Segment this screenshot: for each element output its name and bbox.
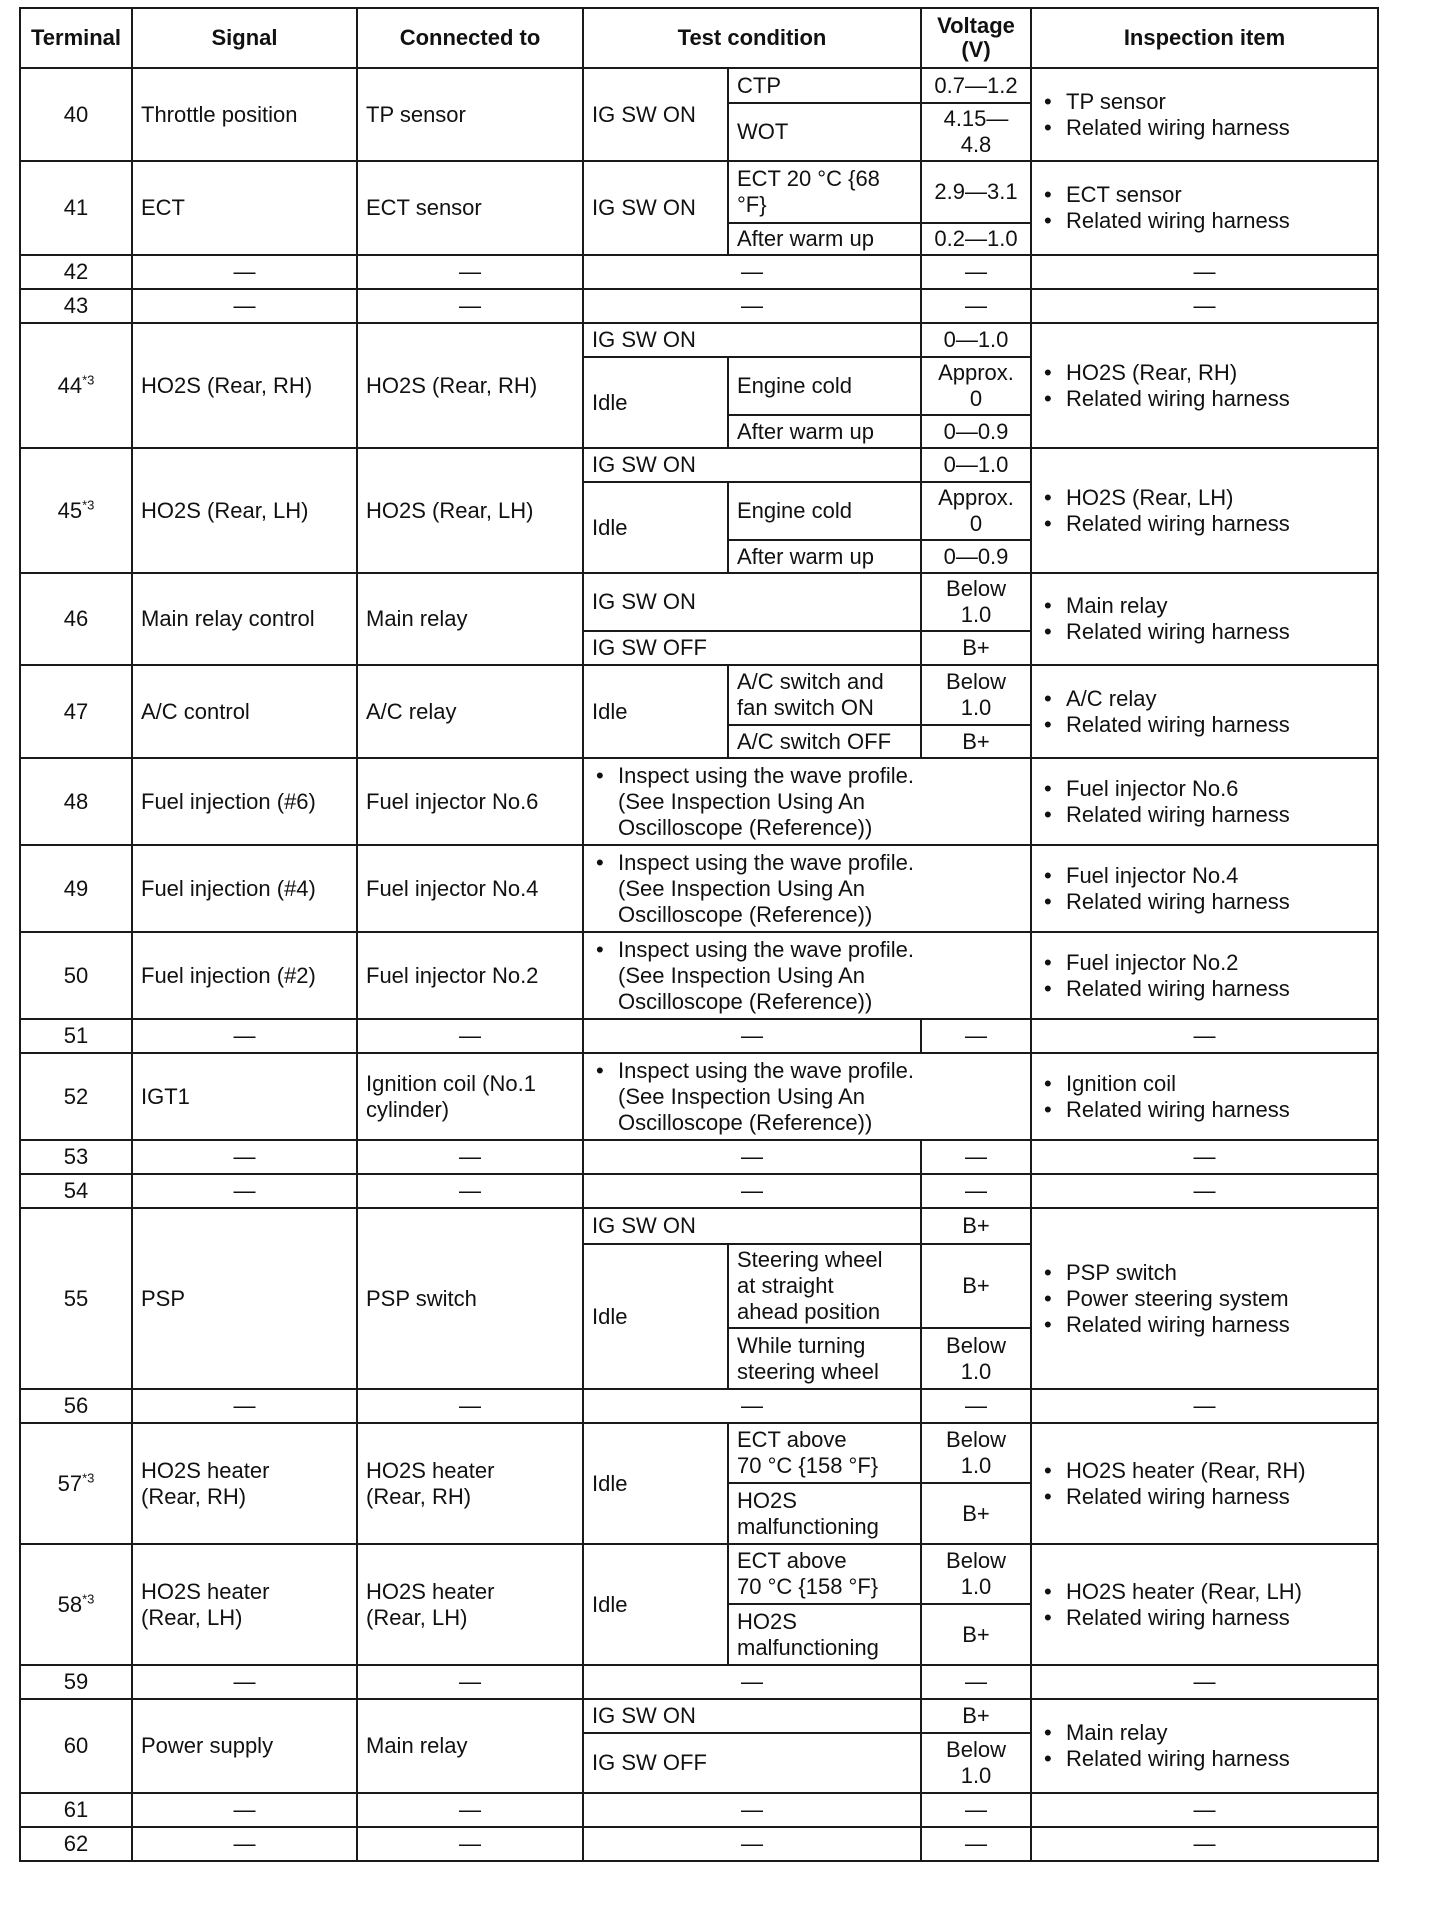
empty-cell: — — [357, 1793, 583, 1827]
wave-profile-note: • Inspect using the wave profile. (See Inspection Using An Oscilloscope (Reference)) — [618, 763, 1022, 841]
inspection-item: • Related wiring harness — [1066, 712, 1369, 738]
voltage-cell: 0—0.9 — [921, 540, 1031, 573]
table-row — [20, 1174, 1378, 1208]
inspection-item: • Related wiring harness — [1066, 1484, 1369, 1510]
terminal-cell: 49 — [20, 845, 132, 932]
signal-cell: A/C control — [132, 665, 357, 758]
inspection-cell — [1031, 68, 1378, 161]
voltage-cell: Approx. 0 — [921, 482, 1031, 540]
condition-cell: IG SW ON — [583, 323, 921, 357]
voltage-cell: B+ — [921, 725, 1031, 758]
signal-cell: ECT — [132, 161, 357, 255]
signal-cell: Fuel injection (#6) — [132, 758, 357, 845]
condition-cell: IG SW OFF — [583, 631, 921, 665]
connected-cell: Fuel injector No.2 — [357, 932, 583, 1019]
inspection-cell — [1031, 1699, 1378, 1793]
terminal-cell: 45$^{*3}$ — [20, 448, 132, 573]
inspection-cell — [1031, 161, 1378, 255]
inspection-item: • Related wiring harness — [1066, 976, 1369, 1002]
inspection-item: • Related wiring harness — [1066, 802, 1369, 828]
subcondition-cell: ECT 20 °C {68 °F} — [728, 161, 921, 223]
empty-cell: — — [1031, 289, 1378, 323]
empty-cell: — — [1031, 1827, 1378, 1861]
wave-profile-note: • Inspect using the wave profile. (See Inspection Using An Oscilloscope (Reference)) — [618, 1058, 1022, 1136]
condition-cell: IG SW OFF — [583, 1733, 921, 1793]
table-row — [20, 323, 1378, 357]
condition-cell — [583, 845, 1031, 932]
terminal-cell: 62 — [20, 1827, 132, 1861]
terminal-cell: 52 — [20, 1053, 132, 1140]
empty-cell: — — [357, 1019, 583, 1053]
table-row — [20, 1423, 1378, 1483]
inspection-item: • Main relay — [1066, 1720, 1369, 1746]
terminal-cell: 40 — [20, 68, 132, 161]
empty-cell: — — [357, 1140, 583, 1174]
condition-cell: Idle — [583, 1423, 728, 1544]
condition-cell: Idle — [583, 665, 728, 758]
empty-cell: — — [357, 1389, 583, 1423]
empty-cell: — — [132, 1793, 357, 1827]
empty-cell: — — [1031, 1174, 1378, 1208]
terminal-cell: 50 — [20, 932, 132, 1019]
voltage-cell: 2.9—3.1 — [921, 161, 1031, 223]
signal-cell: Power supply — [132, 1699, 357, 1793]
connected-cell: PSP switch — [357, 1208, 583, 1389]
condition-cell: IG SW ON — [583, 448, 921, 482]
terminal-cell: 58$^{*3}$ — [20, 1544, 132, 1665]
empty-cell: — — [1031, 1793, 1378, 1827]
voltage-cell: 0.7—1.2 — [921, 68, 1031, 103]
empty-cell: — — [583, 289, 921, 323]
voltage-cell: B+ — [921, 1244, 1031, 1328]
subcondition-cell: Engine cold — [728, 482, 921, 540]
header-test-condition: Test condition — [583, 8, 921, 68]
signal-cell: IGT1 — [132, 1053, 357, 1140]
empty-cell: — — [132, 1665, 357, 1699]
connected-cell: HO2S heater (Rear, LH) — [357, 1544, 583, 1665]
subcondition-cell: Steering wheel at straight ahead position — [728, 1244, 921, 1328]
condition-cell: Idle — [583, 1544, 728, 1665]
table-row — [20, 932, 1378, 1019]
voltage-cell: 4.15— 4.8 — [921, 103, 1031, 161]
inspection-item: • Related wiring harness — [1066, 1097, 1369, 1123]
condition-cell: Idle — [583, 357, 728, 448]
terminal-cell: 44$^{*3}$ — [20, 323, 132, 448]
condition-cell: IG SW ON — [583, 573, 921, 631]
voltage-cell: 0—0.9 — [921, 415, 1031, 448]
table-row — [20, 1140, 1378, 1174]
voltage-cell: Below 1.0 — [921, 665, 1031, 725]
signal-cell: HO2S heater (Rear, RH) — [132, 1423, 357, 1544]
inspection-item: • Fuel injector No.2 — [1066, 950, 1369, 976]
inspection-item: • Related wiring harness — [1066, 208, 1369, 234]
empty-cell: — — [921, 1389, 1031, 1423]
inspection-item: • HO2S heater (Rear, LH) — [1066, 1579, 1369, 1605]
inspection-item: • Related wiring harness — [1066, 115, 1369, 141]
voltage-cell: B+ — [921, 1699, 1031, 1733]
inspection-item: • TP sensor — [1066, 89, 1369, 115]
header-terminal: Terminal — [20, 8, 132, 68]
empty-cell: — — [583, 1793, 921, 1827]
condition-cell — [583, 1053, 1031, 1140]
empty-cell: — — [583, 1174, 921, 1208]
table-row — [20, 1208, 1378, 1244]
connected-cell: TP sensor — [357, 68, 583, 161]
condition-cell: IG SW ON — [583, 1699, 921, 1733]
connected-cell: Fuel injector No.6 — [357, 758, 583, 845]
inspection-item: • Related wiring harness — [1066, 1605, 1369, 1631]
signal-cell: Fuel injection (#2) — [132, 932, 357, 1019]
signal-cell: HO2S (Rear, RH) — [132, 323, 357, 448]
empty-cell: — — [1031, 1140, 1378, 1174]
empty-cell: — — [921, 1793, 1031, 1827]
inspection-cell — [1031, 932, 1378, 1019]
inspection-item: • Related wiring harness — [1066, 619, 1369, 645]
empty-cell: — — [921, 1665, 1031, 1699]
condition-cell: Idle — [583, 1244, 728, 1389]
condition-cell — [583, 932, 1031, 1019]
inspection-cell — [1031, 845, 1378, 932]
table-row — [20, 1053, 1378, 1140]
connected-cell: Main relay — [357, 1699, 583, 1793]
inspection-item: • Power steering system — [1066, 1286, 1369, 1312]
table-row — [20, 1827, 1378, 1861]
header-voltage: Voltage (V) — [921, 8, 1031, 68]
table-row — [20, 845, 1378, 932]
condition-cell: Idle — [583, 482, 728, 573]
inspection-cell — [1031, 448, 1378, 573]
connected-cell: ECT sensor — [357, 161, 583, 255]
connected-cell: Ignition coil (No.1 cylinder) — [357, 1053, 583, 1140]
terminal-cell: 60 — [20, 1699, 132, 1793]
condition-cell: IG SW ON — [583, 1208, 921, 1244]
inspection-item: • HO2S heater (Rear, RH) — [1066, 1458, 1369, 1484]
condition-cell: IG SW ON — [583, 161, 728, 255]
header-row — [20, 8, 1378, 68]
table-row — [20, 1793, 1378, 1827]
inspection-item: • Related wiring harness — [1066, 511, 1369, 537]
terminal-cell: 55 — [20, 1208, 132, 1389]
inspection-cell — [1031, 573, 1378, 665]
signal-cell: Fuel injection (#4) — [132, 845, 357, 932]
subcondition-cell: After warm up — [728, 223, 921, 255]
inspection-cell — [1031, 665, 1378, 758]
empty-cell: — — [583, 1827, 921, 1861]
voltage-cell: 0.2—1.0 — [921, 223, 1031, 255]
connected-cell: HO2S (Rear, RH) — [357, 323, 583, 448]
empty-cell: — — [921, 1019, 1031, 1053]
empty-cell: — — [132, 289, 357, 323]
inspection-item: • Related wiring harness — [1066, 386, 1369, 412]
inspection-cell — [1031, 1423, 1378, 1544]
empty-cell: — — [921, 1174, 1031, 1208]
inspection-cell — [1031, 758, 1378, 845]
inspection-item: • Related wiring harness — [1066, 1746, 1369, 1772]
terminal-cell: 51 — [20, 1019, 132, 1053]
empty-cell: — — [583, 1389, 921, 1423]
inspection-item: • Main relay — [1066, 593, 1369, 619]
table-row — [20, 1019, 1378, 1053]
voltage-cell: Approx. 0 — [921, 357, 1031, 415]
connected-cell: A/C relay — [357, 665, 583, 758]
inspection-item: • Related wiring harness — [1066, 1312, 1369, 1338]
inspection-item: • Ignition coil — [1066, 1071, 1369, 1097]
table-row — [20, 665, 1378, 725]
subcondition-cell: CTP — [728, 68, 921, 103]
empty-cell: — — [921, 255, 1031, 289]
empty-cell: — — [1031, 255, 1378, 289]
signal-cell: Throttle position — [132, 68, 357, 161]
inspection-item: • HO2S (Rear, LH) — [1066, 485, 1369, 511]
empty-cell: — — [357, 1827, 583, 1861]
inspection-item: • A/C relay — [1066, 686, 1369, 712]
empty-cell: — — [132, 255, 357, 289]
terminal-cell: 46 — [20, 573, 132, 665]
terminal-cell: 53 — [20, 1140, 132, 1174]
header-inspection-item: Inspection item — [1031, 8, 1378, 68]
empty-cell: — — [1031, 1019, 1378, 1053]
signal-cell: HO2S (Rear, LH) — [132, 448, 357, 573]
empty-cell: — — [132, 1389, 357, 1423]
table-row — [20, 289, 1378, 323]
inspection-item: • Fuel injector No.4 — [1066, 863, 1369, 889]
inspection-item: • Related wiring harness — [1066, 889, 1369, 915]
inspection-item: • HO2S (Rear, RH) — [1066, 360, 1369, 386]
empty-cell: — — [132, 1174, 357, 1208]
connected-cell: HO2S heater (Rear, RH) — [357, 1423, 583, 1544]
subcondition-cell: A/C switch and fan switch ON — [728, 665, 921, 725]
subcondition-cell: After warm up — [728, 415, 921, 448]
wave-profile-note: • Inspect using the wave profile. (See Inspection Using An Oscilloscope (Reference)) — [618, 937, 1022, 1015]
inspection-cell — [1031, 323, 1378, 448]
table-row — [20, 758, 1378, 845]
voltage-cell: 0—1.0 — [921, 448, 1031, 482]
inspection-cell — [1031, 1053, 1378, 1140]
subcondition-cell: HO2S malfunctioning — [728, 1604, 921, 1665]
table-row — [20, 1699, 1378, 1733]
subcondition-cell: While turning steering wheel — [728, 1328, 921, 1389]
empty-cell: — — [1031, 1389, 1378, 1423]
empty-cell: — — [357, 1665, 583, 1699]
inspection-item: • Fuel injector No.6 — [1066, 776, 1369, 802]
voltage-cell: B+ — [921, 1604, 1031, 1665]
empty-cell: — — [583, 1019, 921, 1053]
voltage-cell: B+ — [921, 631, 1031, 665]
terminal-cell: 56 — [20, 1389, 132, 1423]
terminal-cell: 42 — [20, 255, 132, 289]
terminal-cell: 48 — [20, 758, 132, 845]
table-row — [20, 255, 1378, 289]
voltage-cell: B+ — [921, 1208, 1031, 1244]
terminal-cell: 47 — [20, 665, 132, 758]
header-connected-to: Connected to — [357, 8, 583, 68]
empty-cell: — — [1031, 1665, 1378, 1699]
condition-cell — [583, 758, 1031, 845]
terminal-cell: 59 — [20, 1665, 132, 1699]
signal-cell: PSP — [132, 1208, 357, 1389]
empty-cell: — — [583, 1665, 921, 1699]
table-row — [20, 448, 1378, 482]
voltage-cell: Below 1.0 — [921, 1733, 1031, 1793]
voltage-cell: Below 1.0 — [921, 1544, 1031, 1604]
table-row — [20, 1665, 1378, 1699]
wave-profile-note: • Inspect using the wave profile. (See Inspection Using An Oscilloscope (Reference)) — [618, 850, 1022, 928]
table-row — [20, 1544, 1378, 1604]
inspection-cell — [1031, 1208, 1378, 1389]
terminal-cell: 54 — [20, 1174, 132, 1208]
subcondition-cell: Engine cold — [728, 357, 921, 415]
empty-cell: — — [132, 1827, 357, 1861]
empty-cell: — — [921, 1827, 1031, 1861]
header-signal: Signal — [132, 8, 357, 68]
subcondition-cell: HO2S malfunctioning — [728, 1483, 921, 1544]
voltage-cell: B+ — [921, 1483, 1031, 1544]
empty-cell: — — [357, 289, 583, 323]
condition-cell: IG SW ON — [583, 68, 728, 161]
empty-cell: — — [921, 1140, 1031, 1174]
terminal-cell: 61 — [20, 1793, 132, 1827]
connected-cell: Main relay — [357, 573, 583, 665]
subcondition-cell: WOT — [728, 103, 921, 161]
subcondition-cell: ECT above 70 °C {158 °F} — [728, 1544, 921, 1604]
terminal-cell: 41 — [20, 161, 132, 255]
signal-cell: Main relay control — [132, 573, 357, 665]
empty-cell: — — [132, 1140, 357, 1174]
voltage-cell: Below 1.0 — [921, 1328, 1031, 1389]
table-row — [20, 1389, 1378, 1423]
connected-cell: HO2S (Rear, LH) — [357, 448, 583, 573]
voltage-cell: 0—1.0 — [921, 323, 1031, 357]
empty-cell: — — [583, 255, 921, 289]
connected-cell: Fuel injector No.4 — [357, 845, 583, 932]
terminal-voltage-table — [19, 7, 1379, 1862]
empty-cell: — — [583, 1140, 921, 1174]
empty-cell: — — [132, 1019, 357, 1053]
voltage-cell: Below 1.0 — [921, 573, 1031, 631]
voltage-cell: Below 1.0 — [921, 1423, 1031, 1483]
table-row — [20, 68, 1378, 103]
empty-cell: — — [357, 1174, 583, 1208]
empty-cell: — — [921, 289, 1031, 323]
inspection-cell — [1031, 1544, 1378, 1665]
terminal-cell: 43 — [20, 289, 132, 323]
table-row — [20, 573, 1378, 631]
subcondition-cell: A/C switch OFF — [728, 725, 921, 758]
inspection-item: • PSP switch — [1066, 1260, 1369, 1286]
subcondition-cell: ECT above 70 °C {158 °F} — [728, 1423, 921, 1483]
table-row — [20, 161, 1378, 223]
signal-cell: HO2S heater (Rear, LH) — [132, 1544, 357, 1665]
empty-cell: — — [357, 255, 583, 289]
inspection-item: • ECT sensor — [1066, 182, 1369, 208]
terminal-cell: 57$^{*3}$ — [20, 1423, 132, 1544]
subcondition-cell: After warm up — [728, 540, 921, 573]
